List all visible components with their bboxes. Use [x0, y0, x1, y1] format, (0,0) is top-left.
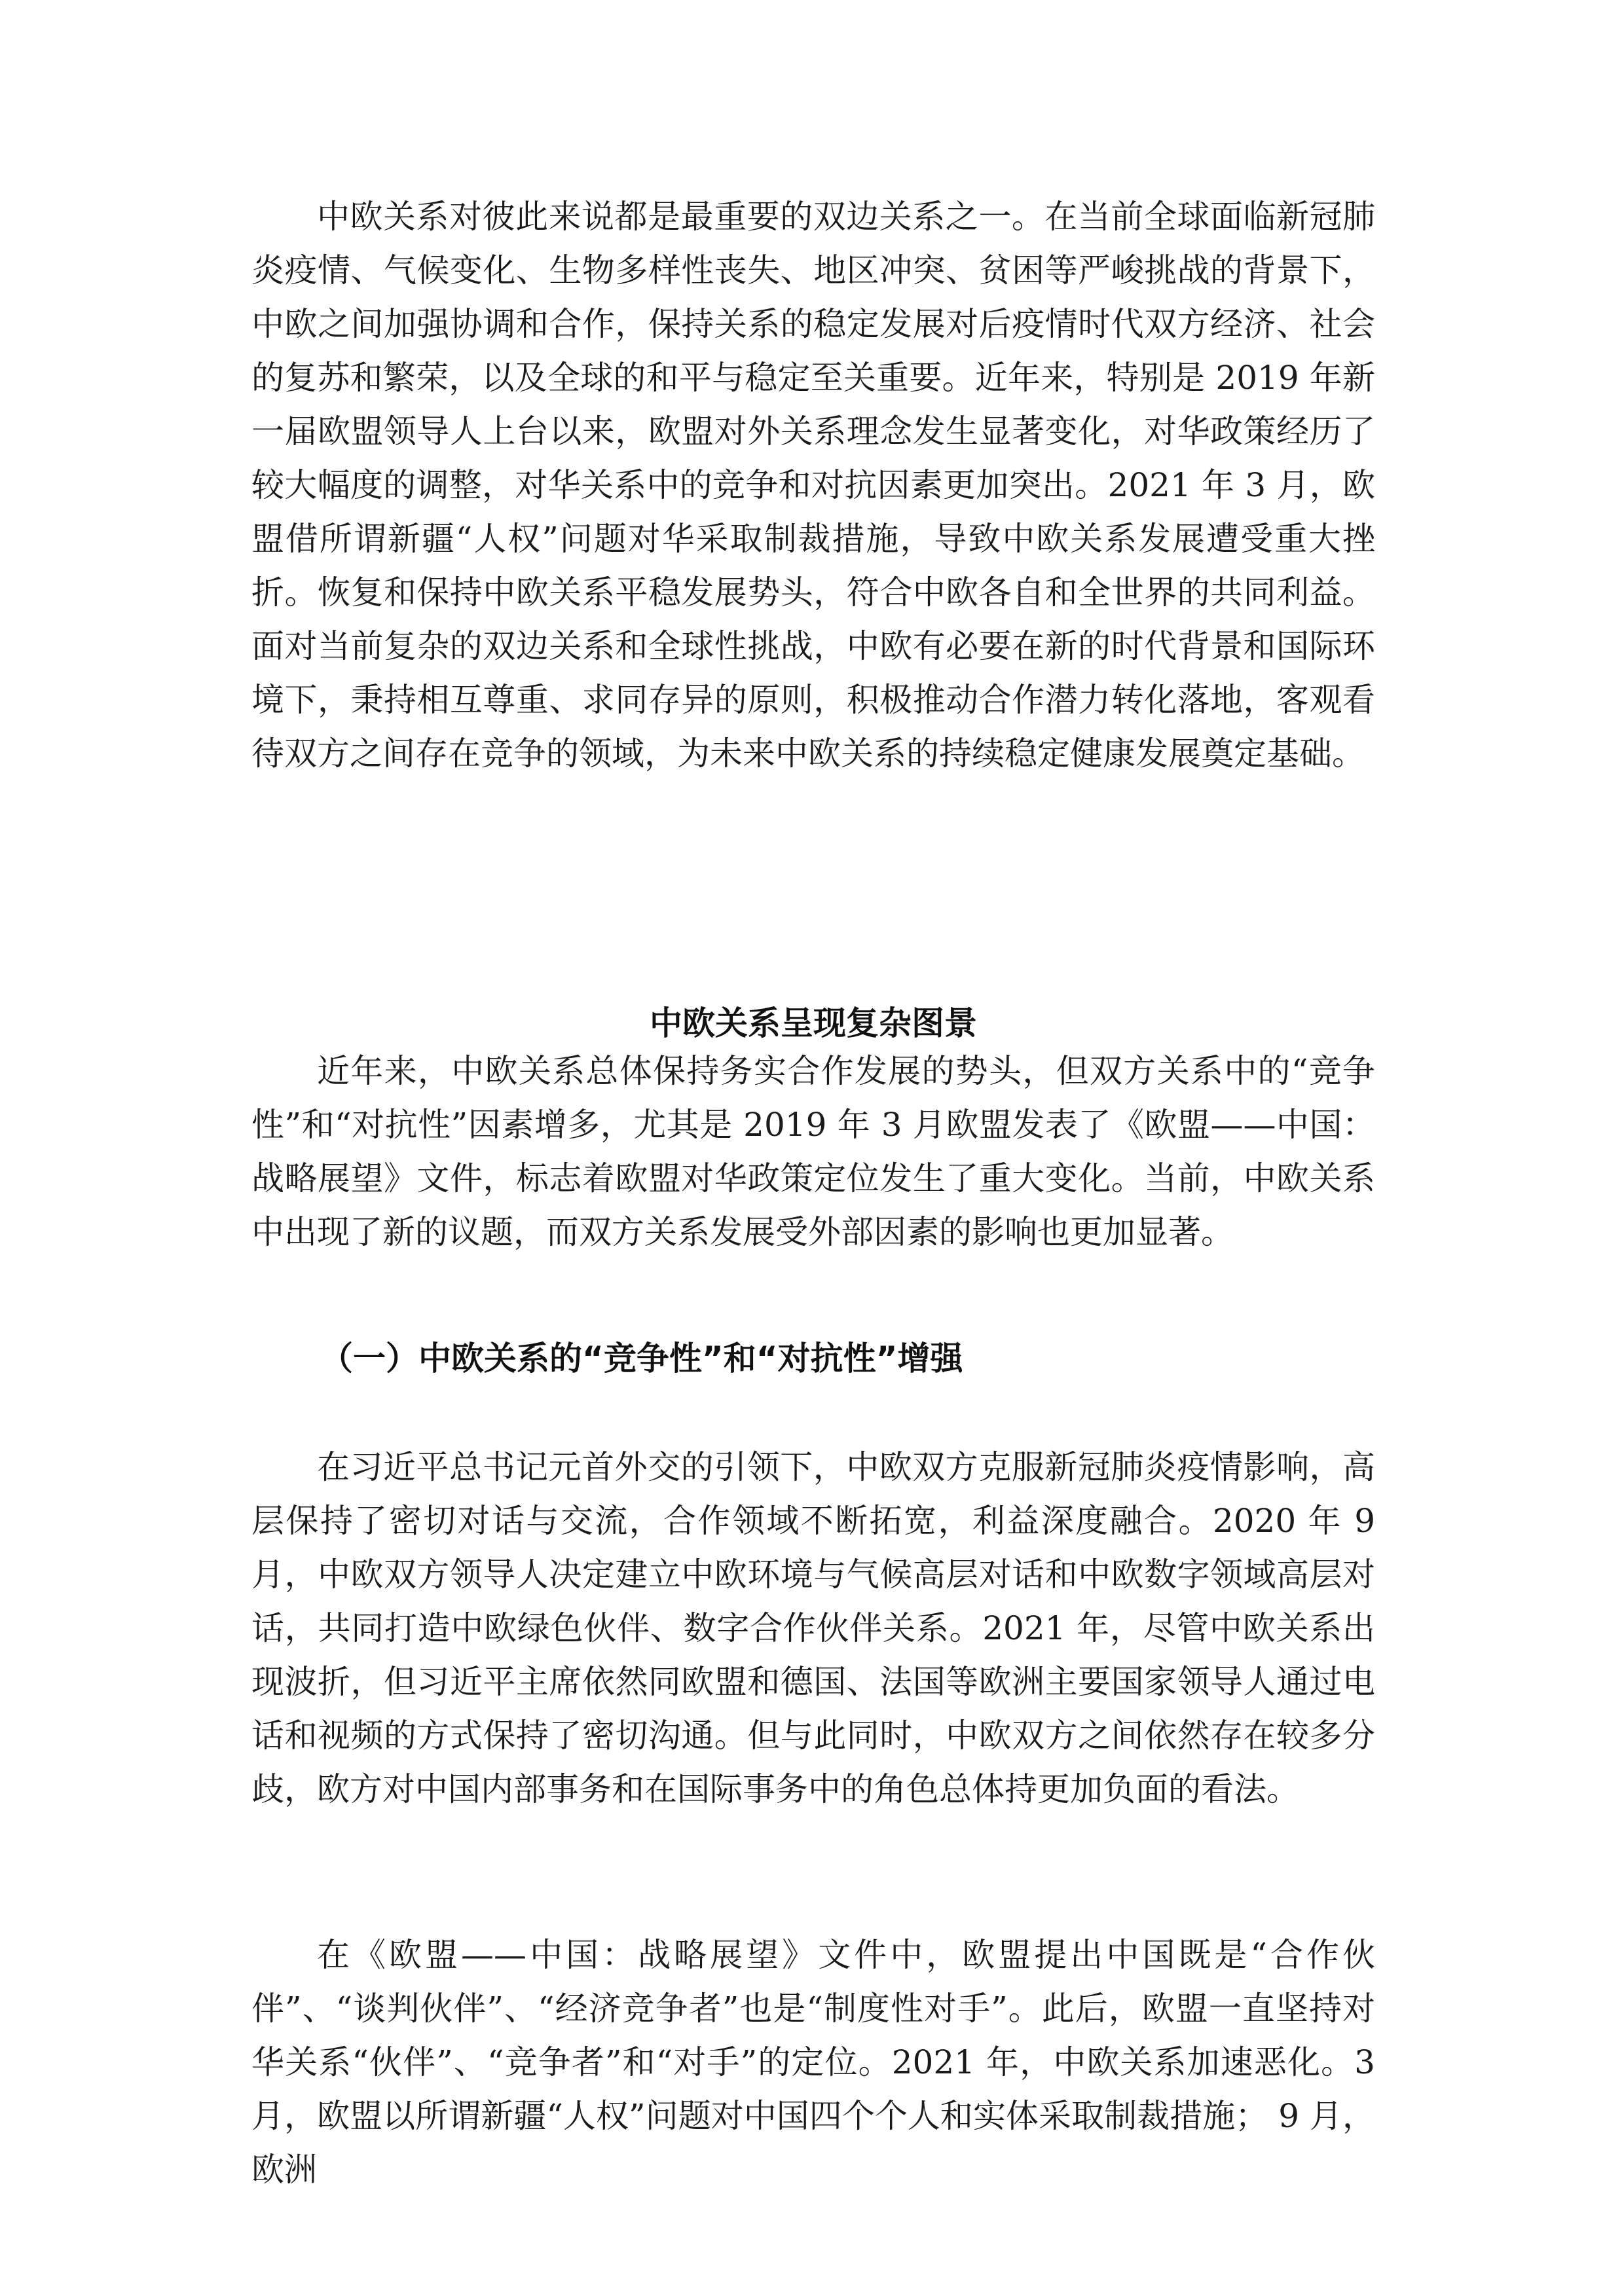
subsection-paragraph-2: 在《欧盟——中国：战略展望》文件中，欧盟提出中国既是“合作伙伴”、“谈判伙伴”、“经济竞争者”也是“制度性对手”。此后，欧盟一直坚持对华关系“伙伴”、“竞争者”和“对手”的定位。2021 年，中欧关系加速恶化。3 月，欧盟以所谓新疆“人权”问题对中国四个个人和实体采取制裁措施； 9 月，欧洲: [251, 1936, 1375, 2189]
subsection-heading: （一）中欧关系的“竞争性”和“对抗性”增强: [320, 1339, 963, 1377]
subsection-paragraph-1: 在习近平总书记元首外交的引领下，中欧双方克服新冠肺炎疫情影响，高层保持了密切对话与交流，合作领域不断拓宽，利益深度融合。2020 年 9 月，中欧双方领导人决定建立中欧环境与气候高层对话和中欧数字领域高层对话，共同打造中欧绿色伙伴、数字合作伙伴关系。2021 年，尽管中欧关系出现波折，但习近平主席依然同欧盟和德国、法国等欧洲主要国家领导人通过电话和视频的方式保持了密切沟通。但与此同时，中欧双方之间依然存在较多分歧，欧方对中国内部事务和在国际事务中的角色总体持更加负面的看法。: [251, 1448, 1375, 1808]
section-heading: 中欧关系呈现复杂图景: [650, 1004, 977, 1042]
intro-paragraph: 中欧关系对彼此来说都是最重要的双边关系之一。在当前全球面临新冠肺炎疫情、气候变化、生物多样性丧失、地区冲突、贫困等严峻挑战的背景下，中欧之间加强协调和合作，保持关系的稳定发展对后疫情时代双方经济、社会的复苏和繁荣，以及全球的和平与稳定至关重要。近年来，特别是 2019 年新一届欧盟领导人上台以来，欧盟对外关系理念发生显著变化，对华政策经历了较大幅度的调整，对华关系中的竞争和对抗因素更加突出。2021 年 3 月，欧盟借所谓新疆“人权”问题对华采取制裁措施，导致中欧关系发展遭受重大挫折。恢复和保持中欧关系平稳发展势头，符合中欧各自和全世界的共同利益。面对当前复杂的双边关系和全球性挑战，中欧有必要在新的时代背景和国际环境下，秉持相互尊重、求同存异的原则，积极推动合作潜力转化落地，客观看待双方之间存在竞争的领域，为未来中欧关系的持续稳定健康发展奠定基础。: [251, 198, 1375, 773]
section-paragraph: 近年来，中欧关系总体保持务实合作发展的势头，但双方关系中的“竞争性”和“对抗性”因素增多，尤其是 2019 年 3 月欧盟发表了《欧盟——中国：战略展望》文件，标志着欧盟对华政策定位发生了重大变化。当前，中欧关系中出现了新的议题，而双方关系发展受外部因素的影响也更加显著。: [251, 1052, 1375, 1251]
